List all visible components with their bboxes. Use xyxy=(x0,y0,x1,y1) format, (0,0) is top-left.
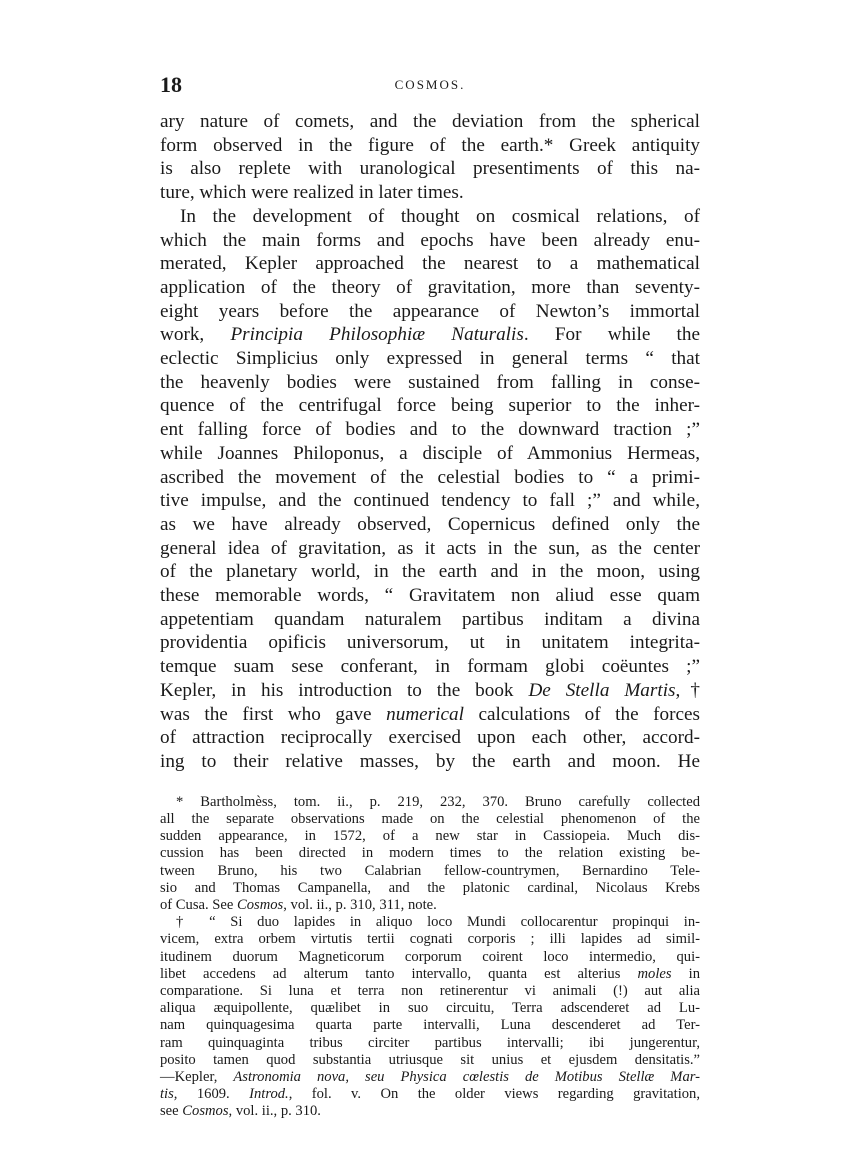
text-line: ary nature of comets, and the deviation from the spherical xyxy=(160,111,700,132)
text-line: general idea of gravitation, as it acts in the sun, as the center xyxy=(160,537,700,559)
footnote-line: tween Bruno, his two Calabrian fellow-countrymen, Bernardino Tele- xyxy=(160,862,700,879)
footnote-line: sudden appearance, in 1572, of a new star in Cassiopeia. Much dis- xyxy=(160,828,700,845)
text-line: of attraction reciprocally exercised upon each other, accord- xyxy=(160,727,700,749)
text-line: was the first who gave numerical calculations of the forces xyxy=(160,703,700,725)
text-line: In the development of thought on cosmical relations, of xyxy=(180,205,700,227)
text-line: of the planetary world, in the earth and in the moon, using xyxy=(160,561,700,583)
text-line: eclectic Simplicius only expressed in general terms “ that xyxy=(160,348,700,370)
footnotes xyxy=(160,794,700,1121)
text-line: these memorable words, “ Gravitatem non aliud esse quam xyxy=(160,585,700,607)
text-line: while Joannes Philoponus, a disciple of Ammonius Hermeas, xyxy=(160,442,700,464)
footnote-1 xyxy=(160,794,700,914)
running-head xyxy=(160,68,700,102)
text-line: application of the theory of gravitation, more than seventy- xyxy=(160,276,700,298)
text-line: tive impulse, and the continued tendency to fall ;” and while, xyxy=(160,490,700,512)
text-line: quence of the centrifugal force being superior to the inher- xyxy=(160,395,700,417)
footnote-2 xyxy=(160,914,700,1120)
footnote-line: of Cusa. See Cosmos, vol. ii., p. 310, 311, note. xyxy=(160,896,437,913)
body-text xyxy=(160,110,700,774)
text-line: merated, Kepler approached the nearest to a mathematical xyxy=(160,253,700,275)
footnote-line: nam quinquagesima quarta parte intervalli, Luna descenderet ad Ter- xyxy=(160,1017,700,1034)
footnote-line: posito tamen quod substantia utriusque sit unius et ejusdem densitatis.” xyxy=(160,1051,700,1068)
text-line: ing to their relative masses, by the earth and moon. He xyxy=(160,750,700,772)
text-line: is also replete with uranological presentiments of this na- xyxy=(160,158,700,180)
text-line: work, Principia Philosophiæ Naturalis. For while the xyxy=(160,324,700,346)
footnote-line: aliqua æquipollente, quælibet in suo circuitu, Terra adscenderet ad Lu- xyxy=(160,1000,700,1017)
text-line: eight years before the appearance of Newton’s immortal xyxy=(160,300,700,322)
footnote-line: sio and Thomas Campanella, and the platonic cardinal, Nicolaus Krebs xyxy=(160,879,700,896)
book-page xyxy=(160,68,700,1121)
footnote-line: cussion has been directed in modern times to the relation existing be- xyxy=(160,845,700,862)
paragraph-1 xyxy=(160,110,700,205)
page-number: 18 xyxy=(160,72,182,97)
footnote-line: —Kepler, Astronomia nova, seu Physica cœlestis de Motibus Stellæ Mar- xyxy=(160,1068,700,1085)
footnote-line: ram quinquaginta tribus circiter partibus intervalli; ibi jungerentur, xyxy=(160,1034,700,1051)
text-line: the heavenly bodies were sustained from falling in conse- xyxy=(160,371,700,393)
text-line: form observed in the figure of the earth.* Greek antiquity xyxy=(160,134,700,156)
running-title: COSMOS. xyxy=(394,77,466,92)
footnote-line: see Cosmos, vol. ii., p. 310. xyxy=(160,1103,321,1120)
footnote-line: itudinem duorum Magneticorum corporum coirent loco intermedio, qui- xyxy=(160,948,700,965)
paragraph-2 xyxy=(160,205,700,774)
text-line: which the main forms and epochs have been already enu- xyxy=(160,229,700,251)
footnote-line: vicem, extra orbem virtutis tertii cognati corporis ; illi lapides ad simil- xyxy=(160,931,700,948)
footnote-line: † “ Si duo lapides in aliquo loco Mundi collocarentur propinqui in- xyxy=(176,914,700,931)
text-line: as we have already observed, Copernicus defined only the xyxy=(160,513,700,535)
text-line: providentia opificis universorum, ut in unitatem integrita- xyxy=(160,632,700,654)
text-line: ture, which were realized in later times. xyxy=(160,182,464,204)
text-line: temque suam sese conferant, in formam globi coëuntes ;” xyxy=(160,656,700,678)
footnote-line: comparatione. Si luna et terra non retinerentur vi animali (!) aut alia xyxy=(160,982,700,999)
footnote-line: * Bartholmèss, tom. ii., p. 219, 232, 370. Bruno carefully collected xyxy=(176,793,700,810)
text-line: appetentiam quandam naturalem partibus inditam a divina xyxy=(160,608,700,630)
text-line: ent falling force of bodies and to the downward traction ;” xyxy=(160,419,700,441)
text-line: ascribed the movement of the celestial bodies to “ a primi- xyxy=(160,466,700,488)
text-line: Kepler, in his introduction to the book De Stella Martis,† xyxy=(160,679,700,701)
footnote-line: tis, 1609. Introd., fol. v. On the older views regarding gravitation, xyxy=(160,1086,700,1103)
footnote-line: libet accedens ad alterum tanto intervallo, quanta est alterius moles in xyxy=(160,965,700,982)
footnote-line: all the separate observations made on the celestial phenomenon of the xyxy=(160,810,700,827)
